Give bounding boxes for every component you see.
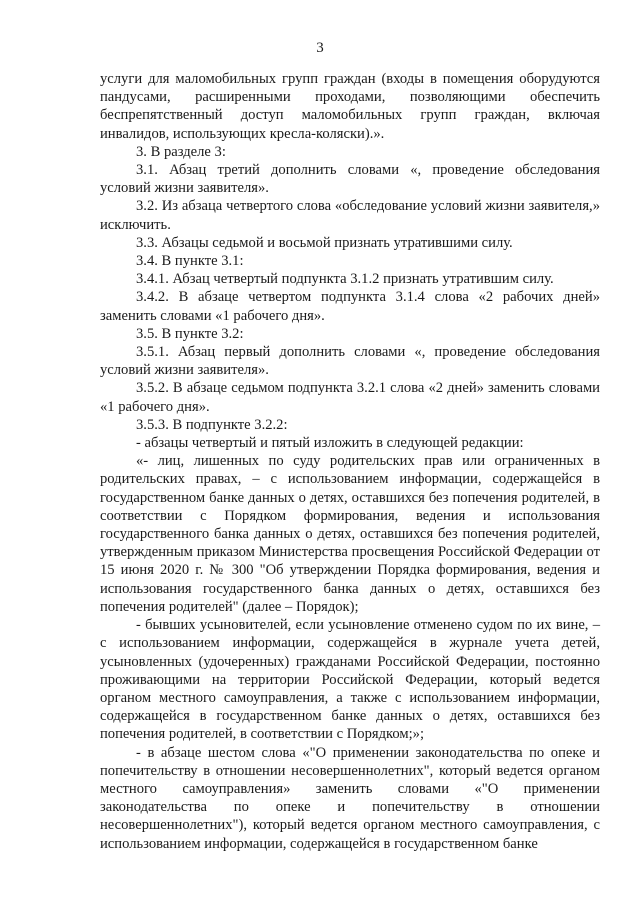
paragraph-3-4-1: 3.4.1. Абзац четвертый подпункта 3.1.2 признать утратившим силу.	[136, 271, 554, 288]
paragraph-quote-usynoviteley: - бывших усыновителей, если усыновление отменено судом по их вине, – с использованием информации, содержащейся в журнале учета детей, усыновленных (удочеренных) гражданами Российской Федерации, постоянно проживающими на территории Российской Федерации, который ведется органом местного самоуправления, а также с использованием информации, содержащейся в государственном банке данных о детях, оставшихся без попечения родителей, в соответствии с Порядком;»;	[100, 617, 600, 743]
paragraph-3-5-3: 3.5.3. В подпункте 3.2.2:	[136, 416, 288, 433]
paragraph-3-3: 3.3. Абзацы седьмой и восьмой признать утратившими силу.	[136, 234, 513, 251]
page-number: 3	[316, 40, 324, 56]
paragraph-3-5: 3.5. В пункте 3.2:	[136, 325, 244, 342]
paragraph-quote-lishennyh: «- лиц, лишенных по суду родительских прав или ограниченных в родительских правах, – с использованием информации, содержащейся в государственном банке данных о детях, оставшихся без попечения родителей, в соответствии с Порядком формирования, ведения и использования государственного банка данных о детях, оставшихся без попечения родителей, утвержденным приказом Министерства просвещения Российской Федерации от 15 июня 2020 г. № 300 "Об утверждении Порядка формирования, ведения и использования государственного банка данных о детях, оставшихся без попечения родителей" (далее – Порядок);	[100, 453, 600, 615]
paragraph-3-5-1: 3.5.1. Абзац первый дополнить словами «, проведение обследования условий жизни заявителя».	[100, 344, 600, 379]
paragraph-3-1: 3.1. Абзац третий дополнить словами «, проведение обследования условий жизни заявителя».	[100, 162, 600, 197]
paragraph-3-5-2: 3.5.2. В абзаце седьмом подпункта 3.2.1 слова «2 дней» заменить словами «1 рабочего дня».	[100, 380, 600, 415]
paragraph-continuation: услуги для маломобильных групп граждан (входы в помещения оборудуются пандусами, расширенными проходами, позволяющими обеспечить беспрепятственный доступ маломобильных групп граждан, включая инвалидов, использующих кресла-коляски).».	[100, 71, 600, 142]
document-body	[100, 70, 600, 853]
paragraph-3-4-2: 3.4.2. В абзаце четвертом подпункта 3.1.4 слова «2 рабочих дней» заменить словами «1 рабочего дня».	[100, 289, 600, 324]
paragraph-abzacy-4-5: - абзацы четвертый и пятый изложить в следующей редакции:	[136, 435, 524, 452]
paragraph-3-4: 3.4. В пункте 3.1:	[136, 253, 244, 270]
paragraph-3-2: 3.2. Из абзаца четвертого слова «обследование условий жизни заявителя,» исключить.	[100, 198, 600, 233]
paragraph-abzac-6: - в абзаце шестом слова «"О применении законодательства по опеке и попечительству в отношении несовершеннолетних", который ведется органом местного самоуправления» заменить словами «"О применении законодательства по опеке и попечительству в отношении несовершеннолетних"), который ведется органом местного самоуправления, с использованием информации, содержащейся в государственном банке	[100, 744, 600, 852]
paragraph-section-3-heading: 3. В разделе 3:	[136, 143, 226, 160]
